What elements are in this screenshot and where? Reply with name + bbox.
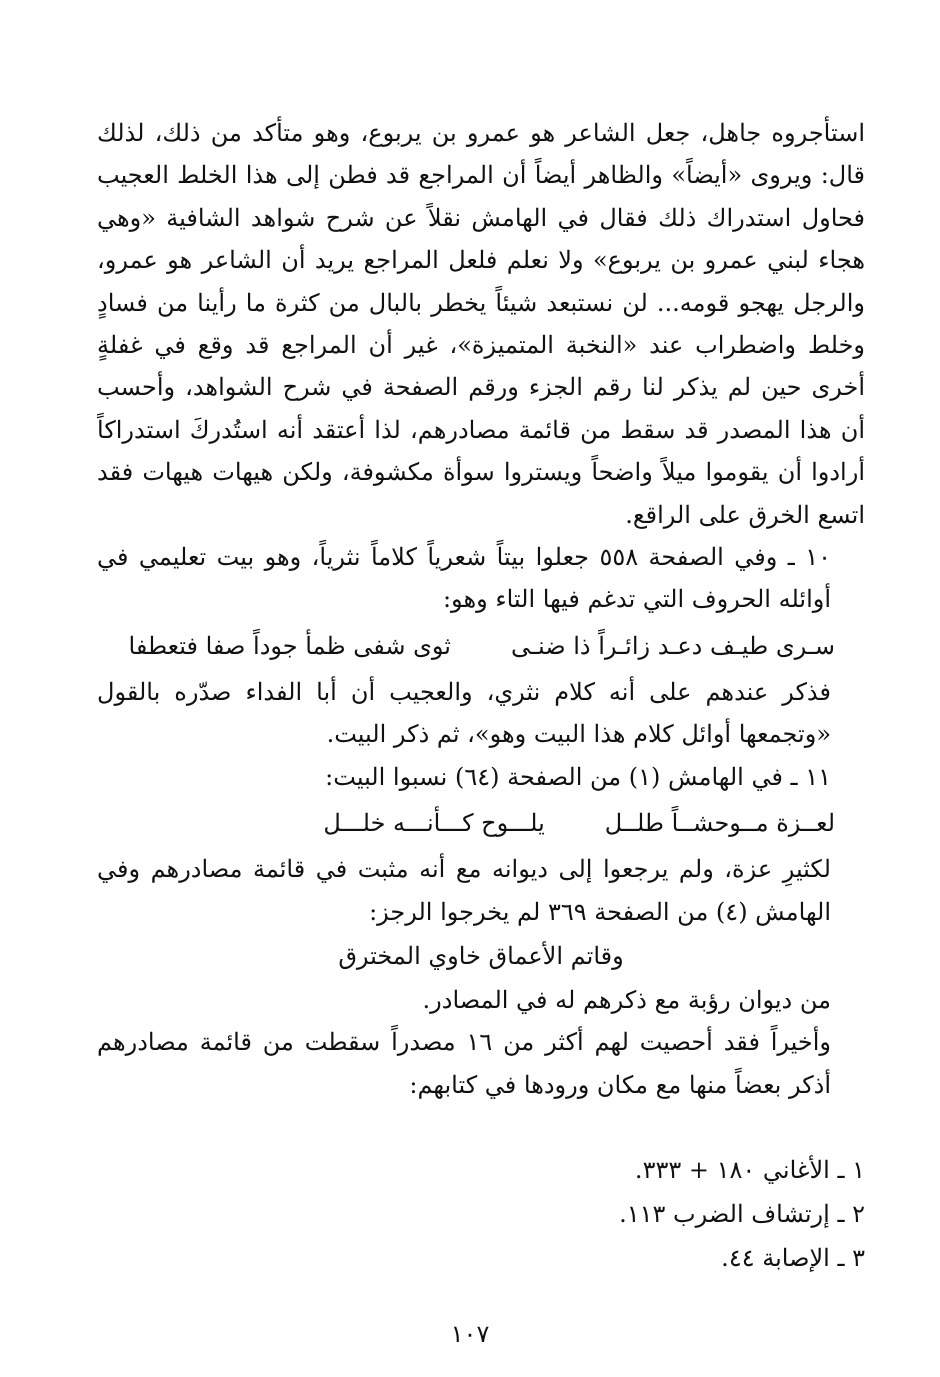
verse-2-second-hemistich: يلـــوح كـــأنـــه خلـــل — [323, 808, 545, 837]
list-item: ٣ ـ الإصابة ٤٤. — [721, 1244, 865, 1272]
paragraph-item-10: ١٠ ـ وفي الصفحة ٥٥٨ جعلوا بيتاً شعرياً كلاماً نثرياً، وهو بيت تعليمي في أوائله الحروف التي تدغم فيها التاء وهو: — [97, 543, 832, 614]
paragraph-item-11: ١١ ـ في الهامش (١) من الصفحة (٦٤) نسبوا البيت: — [325, 762, 831, 791]
paragraph-kuthayyir: لكثيرِ عزة، ولم يرجعوا إلى ديوانه مع أنه مثبت في قائمة مصادرهم وفي الهامش (٤) من الصفحة ٣٦٩ لم يخرجوا الرجز: — [97, 855, 831, 926]
list-item: ٢ ـ إرتشاف الضرب ١١٣. — [619, 1200, 865, 1228]
paragraph-finally: وأخيراً فقد أحصيت لهم أكثر من ١٦ مصدراً سقطت من قائمة مصادرهم أذكر بعضاً منها مع مكان ورودها في كتابهم: — [97, 1028, 832, 1099]
page-body — [97, 112, 865, 1106]
page-number: ١٠٧ — [450, 1320, 490, 1348]
rajaz-line: وقاتم الأعماق خاوي المخترق — [338, 941, 624, 970]
list-item: ١ ـ الأغاني ١٨٠ + ٣٣٣. — [634, 1156, 865, 1184]
verse-line-1 — [97, 621, 865, 671]
verse-1-first-hemistich: سـرى طيـف دعـد زائـراً ذا ضنـى — [510, 631, 835, 660]
verse-2-first-hemistich: لعــزة مــوحشــاً طلــل — [604, 808, 835, 837]
paragraph-ruba: من ديوان رؤبة مع ذكرهم له في المصادر. — [422, 985, 831, 1014]
paragraph-prose-note: فذكر عندهم على أنه كلام نثري، والعجيب أن أبا الفداء صدّره بالقول «وتجمعها أوائل كلام هذا البيت وهو»، ثم ذكر البيت. — [97, 677, 831, 749]
verse-1-second-hemistich: ثوى شفى ظمأ جوداً صفا فتعطفا — [128, 631, 451, 660]
paragraph-opening: استأجروه جاهل، جعل الشاعر هو عمرو بن يربوع، وهو متأكد من ذلك، لذلك قال: ويروى «أيضاً» والظاهر أيضاً أن المراجع قد فطن إلى هذا الخلط العجيب فحاول استدراك ذلك فقال في الهامش نقلاً عن شرح شواهد الشافية «وهي هجاء لبني عمرو بن يربوع» ولا نعلم فلعل المراجع يريد أن الشاعر هو عمرو، والرجل يهجو قومه... لن نستبعد شيئاً يخطر بالبال من كثرة ما رأينا من فسادٍ وخلط واضطراب عند «النخبة المتميزة»، غير أن المراجع قد وقع في غفلةٍ أخرى حين لم يذكر لنا رقم الجزء ورقم الصفحة في شرح الشواهد، وأحسب أن هذا المصدر قد سقط من قائمة مصادرهم، لذا أعتقد أنه استُدركَ استدراكاً أرادوا أن يقوموا ميلاً واضحاً ويستروا سوأة مكشوفة، ولكن هيهات هيهات فقد اتسع الخرق على الراقع. — [97, 119, 865, 529]
verse-line-2 — [97, 798, 865, 848]
missing-sources-list — [97, 1148, 865, 1280]
